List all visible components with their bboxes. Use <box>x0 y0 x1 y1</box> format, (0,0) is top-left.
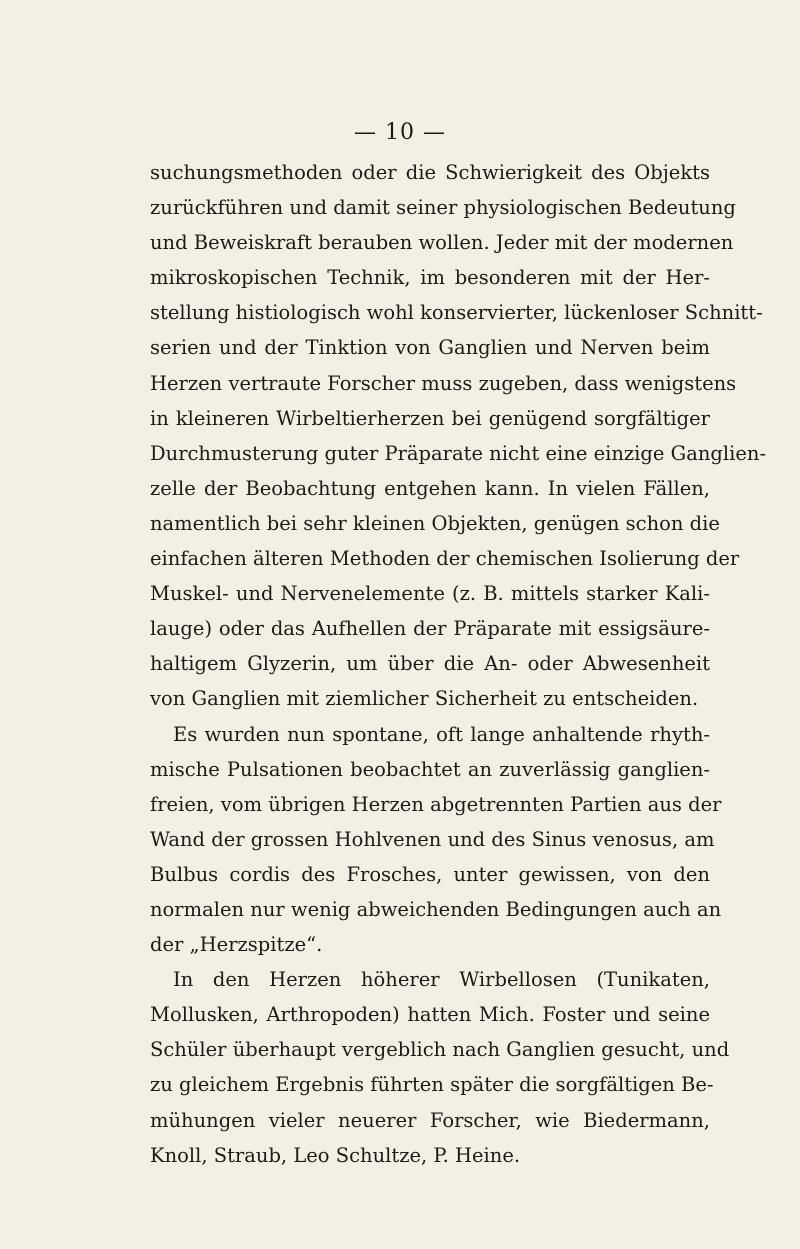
page-number: — 10 — <box>354 120 446 145</box>
text-line: mikroskopischen Technik, im besonderen mit der Her- <box>150 266 710 290</box>
text-line: normalen nur wenig abweichenden Bedingungen auch an <box>150 897 722 921</box>
text-line: namentlich bei sehr kleinen Objekten, genügen schon die <box>150 511 720 535</box>
text-line: Es wurden nun spontane, oft lange anhaltende rhyth- <box>173 722 710 746</box>
text-line: von Ganglien mit ziemlicher Sicherheit zu entscheiden. <box>150 687 699 711</box>
body-text <box>150 155 767 1173</box>
text-line: In den Herzen höherer Wirbellosen (Tunikaten, <box>173 968 710 992</box>
text-line: haltigem Glyzerin, um über die An- oder Abwesenheit <box>150 652 710 676</box>
text-line: Durchmusterung guter Präparate nicht eine einzige Ganglien- <box>150 441 767 465</box>
text-line: stellung histiologisch wohl konservierter, lückenloser Schnitt- <box>150 301 763 325</box>
text-line: Bulbus cordis des Frosches, unter gewissen, von den <box>150 862 710 886</box>
text-line: zurückführen und damit seiner physiologischen Bedeutung <box>150 196 736 220</box>
text-line: serien und der Tinktion von Ganglien und Nerven beim <box>150 336 710 360</box>
text-line: Mollusken, Arthropoden) hatten Mich. Foster und seine <box>150 1003 710 1027</box>
text-line: suchungsmethoden oder die Schwierigkeit des Objekts <box>150 161 710 184</box>
text-line: Schüler überhaupt vergeblich nach Ganglien gesucht, und <box>150 1038 730 1062</box>
text-line: zelle der Beobachtung entgehen kann. In vielen Fällen, <box>150 476 710 500</box>
text-line: lauge) oder das Aufhellen der Präparate mit essigsäure- <box>150 617 710 641</box>
text-line: Herzen vertraute Forscher muss zugeben, dass wenigstens <box>150 371 737 395</box>
text-line: der „Herzspitze“. <box>150 933 323 957</box>
text-line: in kleineren Wirbeltierherzen bei genügend sorgfältiger <box>150 406 710 430</box>
text-line: mische Pulsationen beobachtet an zuverlässig ganglien- <box>150 757 710 781</box>
text-line: einfachen älteren Methoden der chemischen Isolierung der <box>150 547 740 571</box>
text-line: freien, vom übrigen Herzen abgetrennten Partien aus der <box>150 792 722 816</box>
text-line: Muskel- und Nervenelemente (z. B. mittels starker Kali- <box>150 582 710 606</box>
text-line: mühungen vieler neuerer Forscher, wie Biedermann, <box>150 1108 710 1132</box>
text-line: und Beweiskraft berauben wollen. Jeder mit der modernen <box>150 231 734 255</box>
text-line: Wand der grossen Hohlvenen und des Sinus venosus, am <box>150 827 715 851</box>
text-line: zu gleichem Ergebnis führten später die sorgfältigen Be- <box>150 1073 714 1097</box>
text-line: Knoll, Straub, Leo Schultze, P. Heine. <box>150 1143 521 1167</box>
